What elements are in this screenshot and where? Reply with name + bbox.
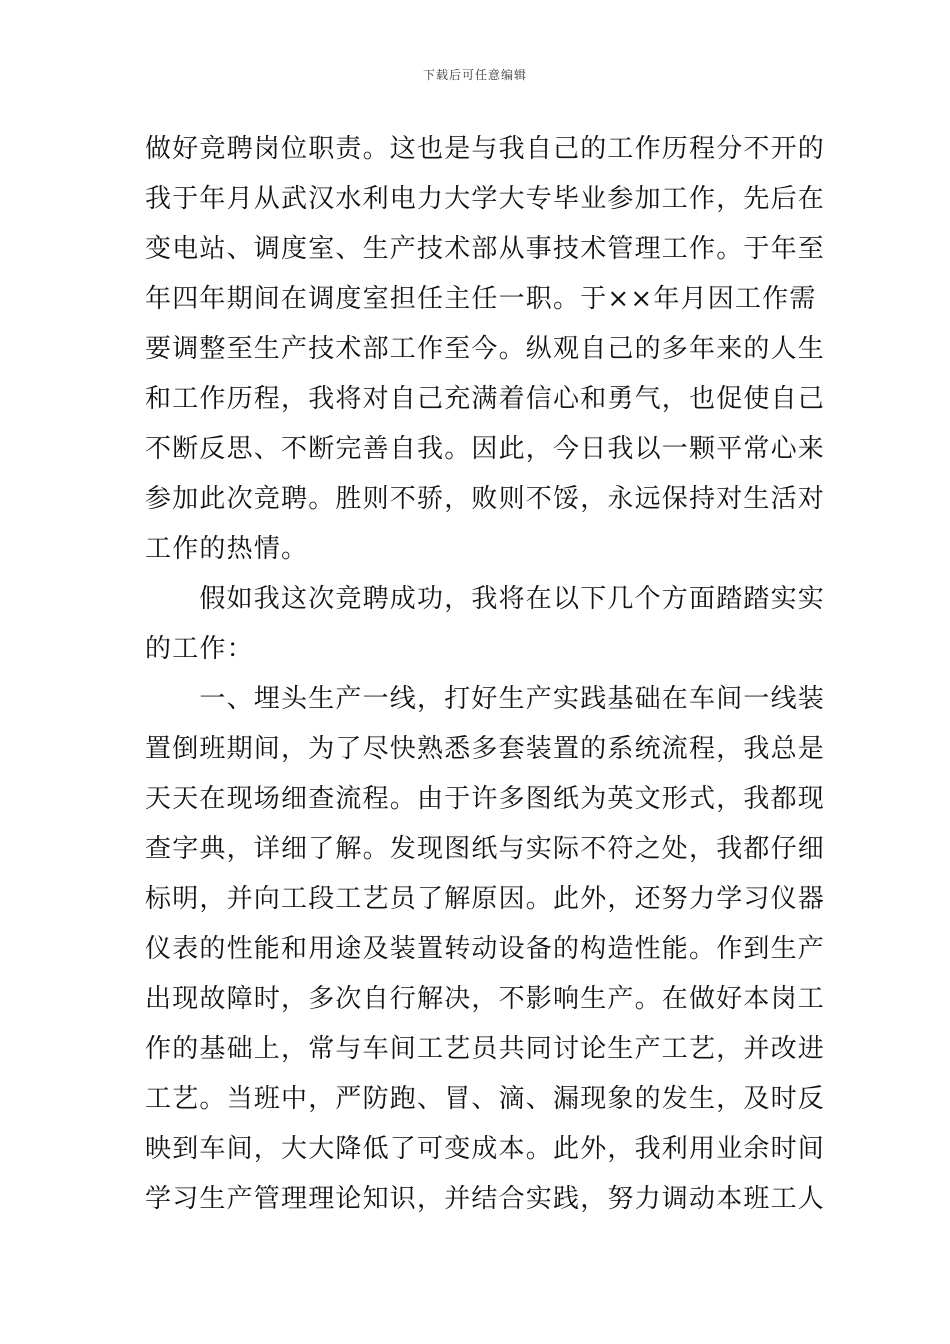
text-line: 置倒班期间，为了尽快熟悉多套装置的系统流程，我总是 — [145, 734, 826, 764]
text-line: 学习生产管理理论知识，并结合实践，努力调动本班工人 — [145, 1184, 826, 1214]
text-line: 我于年月从武汉水利电力大学大专毕业参加工作，先后在 — [145, 184, 826, 214]
text-line: 年四年期间在调度室担任主任一职。于××年月因工作需 — [145, 284, 817, 314]
text-line: 变电站、调度室、生产技术部从事技术管理工作。于年至 — [145, 234, 826, 264]
text-line: 工作的热情。 — [145, 534, 309, 564]
text-line: 假如我这次竞聘成功，我将在以下几个方面踏踏实实 — [145, 584, 826, 614]
text-line: 要调整至生产技术部工作至今。纵观自己的多年来的人生 — [145, 334, 826, 364]
text-line: 的工作： — [145, 634, 254, 664]
text-line: 做好竞聘岗位职责。这也是与我自己的工作历程分不开的 — [145, 134, 826, 164]
text-line: 参加此次竞聘。胜则不骄，败则不馁，永远保持对生活对 — [145, 484, 826, 514]
text-line: 出现故障时，多次自行解决，不影响生产。在做好本岗工 — [145, 984, 826, 1014]
page-header: 下载后可任意编辑 — [422, 68, 527, 82]
text-line: 一、埋头生产一线，打好生产实践基础在车间一线装 — [145, 684, 826, 714]
document-body — [145, 124, 826, 1224]
text-line: 作的基础上，常与车间工艺员共同讨论生产工艺，并改进 — [145, 1034, 826, 1064]
text-line: 标明，并向工段工艺员了解原因。此外，还努力学习仪器 — [145, 884, 826, 914]
text-line: 工艺。当班中，严防跑、冒、滴、漏现象的发生，及时反 — [145, 1084, 826, 1114]
text-line: 天天在现场细查流程。由于许多图纸为英文形式，我都现 — [145, 784, 826, 814]
text-line: 映到车间，大大降低了可变成本。此外，我利用业余时间 — [145, 1134, 826, 1164]
text-line: 和工作历程，我将对自己充满着信心和勇气，也促使自己 — [145, 384, 826, 414]
text-line: 仪表的性能和用途及装置转动设备的构造性能。作到生产 — [145, 934, 826, 964]
text-line: 查字典，详细了解。发现图纸与实际不符之处，我都仔细 — [145, 834, 826, 864]
text-line: 不断反思、不断完善自我。因此，今日我以一颗平常心来 — [145, 434, 826, 464]
